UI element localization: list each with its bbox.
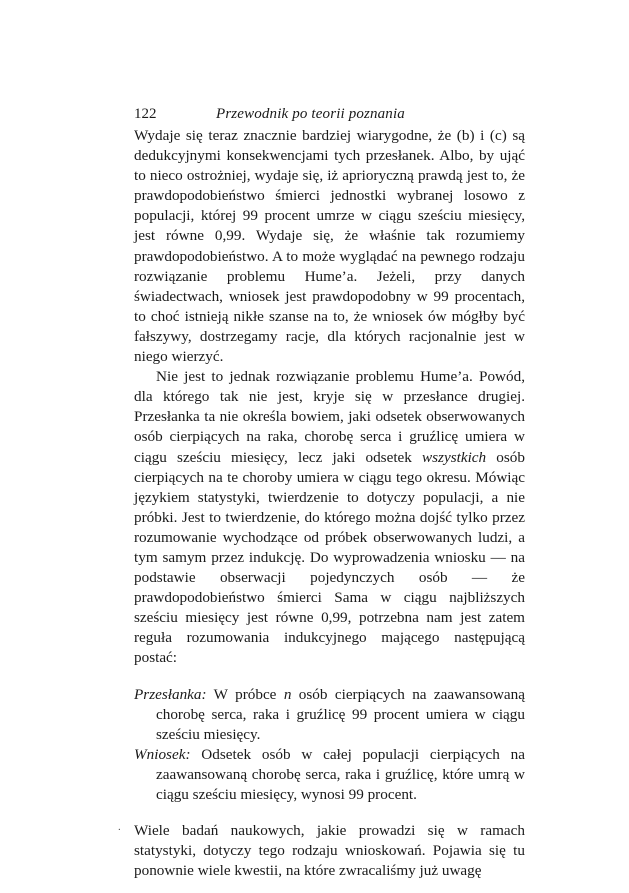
inference-schema [134,685,525,806]
conclusion-label: Wniosek: [134,745,191,763]
paragraph-2-emphasis: wszystkich [422,448,487,466]
paragraph-3-wrapper [118,821,525,881]
schema-premise [134,685,525,745]
page-number: 122 [134,106,157,122]
paragraph-2-text-a: Nie jest to jednak rozwiązanie problemu Hume’a. Powód, dla którego tak nie jest, kryje się w przesłance drugiej. Przesłanka ta nie określa bowiem, jaki odsetek obserwowanych osób cierpiących na raka, chorobę serca i gruźlicę umiera w ciągu sześciu miesięcy, lecz jaki odsetek [134,368,525,466]
premise-variable-n: n [283,685,292,703]
paragraph-1: Wydaje się teraz znacznie bardziej wiarygodne, że (b) i (c) są dedukcyjnymi konsekwencjami tych przesłanek. Albo, by ująć to nieco ostrożniej, wydaje się, iż aprioryczną prawdą jest to, że prawdopodobieństwo śmierci jednostki wybranej losowo z populacji, której 99 procent umrze w ciągu sześciu miesięcy, jest równe 0,99. Wydaje się, że właśnie tak rozumiemy prawdopodobieństwo. A to może wyglądać na pewnego rodzaju rozwiązanie problemu Hume’a. Jeżeli, przy danych świadectwach, wniosek jest prawdopodobny w 99 procentach, to choć istnieją nikłe szanse na to, że wniosek ów mógłby być fałszywy, dostrzegamy racje, dla których racjonalnie jest w niego wierzyć. [134,127,525,366]
schema-conclusion [134,745,525,805]
premise-text-a: W próbce [206,685,284,703]
paragraph-3: Wiele badań naukowych, jakie prowadzi się w ramach statystyki, dotyczy tego rodzaju wnioskowań. Pojawia się tu ponownie wiele kwestii, na które zwracaliśmy już uwagę [134,822,525,880]
paragraph-2-text-b: osób cierpiących na te choroby umiera w ciągu tego okresu. Mówiąc językiem statystyki, twierdzenie to dotyczy populacji, a nie próbki. Jest to twierdzenie, do którego można dojść tylko przez rozumowanie wychodzące od próbek obserwowanych ludzi, a tym samym przez indukcję. Do wyprowadzenia wniosku — na podstawie obserwacji pojedynczych osób — że prawdopodobieństwo śmierci Sama w ciągu najbliższych sześciu miesięcy jest równe 0,99, potrzebna nam jest zatem reguła rozumowania indukcyjnego mającego następującą postać: [134,448,525,667]
conclusion-text: Odsetek osób w całej populacji cierpiących na zaawansowaną chorobę serca, raka i gruźlicę, które umrą w ciągu sześciu miesięcy, wynosi 99 procent. [156,745,525,803]
premise-text-b: osób cierpiących na zaawansowaną chorobę serca, raka i gruźlicę 99 procent umiera w ciągu sześciu miesięcy. [156,685,525,743]
margin-mark: . [118,821,121,834]
premise-label: Przesłanka: [134,685,207,703]
running-head [134,104,525,124]
running-head-title: Przewodnik po teorii poznania [216,106,405,122]
paragraph-2 [134,367,525,668]
book-page [118,104,525,881]
